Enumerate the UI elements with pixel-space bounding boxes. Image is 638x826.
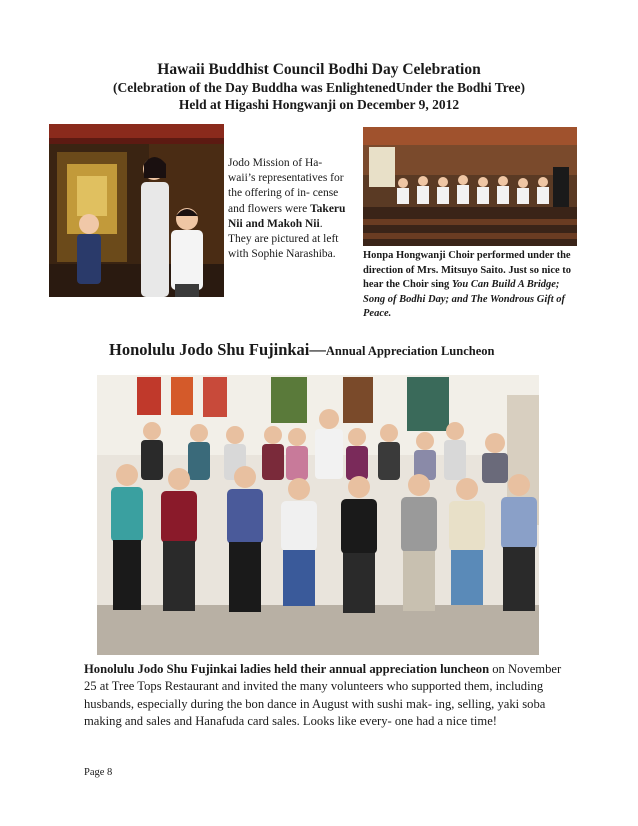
caption1-names: Takeru Nii and Makoh Nii xyxy=(228,202,346,230)
page-title: Hawaii Buddhist Council Bodhi Day Celebration xyxy=(157,61,481,78)
photo2-caption xyxy=(363,249,578,322)
section-heading-main: Honolulu Jodo Shu Fujinkai— xyxy=(109,340,326,359)
event-location-line: Held at Higashi Hongwanji on December 9, 2012 xyxy=(178,97,460,112)
section-heading xyxy=(109,340,494,360)
page-subtitle: (Celebration of the Day Buddha was EnlightenedUnder the Bodhi Tree) xyxy=(113,80,525,95)
caption1-outro: . They are pictured at left with Sophie Narashiba. xyxy=(228,217,339,261)
luncheon-paragraph xyxy=(84,661,562,730)
caption2-text: Honpa Hongwanji Choir performed under the direction of Mrs. Mitsuyo Saito. Just so nice to hear the Choir sing xyxy=(363,250,572,290)
paragraph-lead: Honolulu Jodo Shu Fujinkai ladies held their annual appreciation luncheon xyxy=(84,662,490,676)
fujinkai-group-photo xyxy=(97,375,539,655)
bodhi-day-children-photo xyxy=(49,124,224,297)
photo1-caption xyxy=(228,156,348,262)
page-number: Page 8 xyxy=(84,767,113,778)
caption2-songs: You Can Build A Bridge; Song of Bodhi Day; and The Wondrous Gift of Peace. xyxy=(363,279,566,319)
caption1-intro: Jodo Mission of Ha- waii’s representatives for the offering of in- cense and flowers were xyxy=(228,157,344,215)
choir-photo xyxy=(363,127,577,246)
section-heading-sub: Annual Appreciation Luncheon xyxy=(325,344,495,358)
paragraph-rest: on November 25 at Tree Tops Restaurant and invited the many volunteers who supported them, including husbands, especially during the bon dance in August with sushi mak- ing, selling, yaki soba making and sales and Hanafuda card sales. Looks like every- one had a nice time! xyxy=(84,662,562,728)
